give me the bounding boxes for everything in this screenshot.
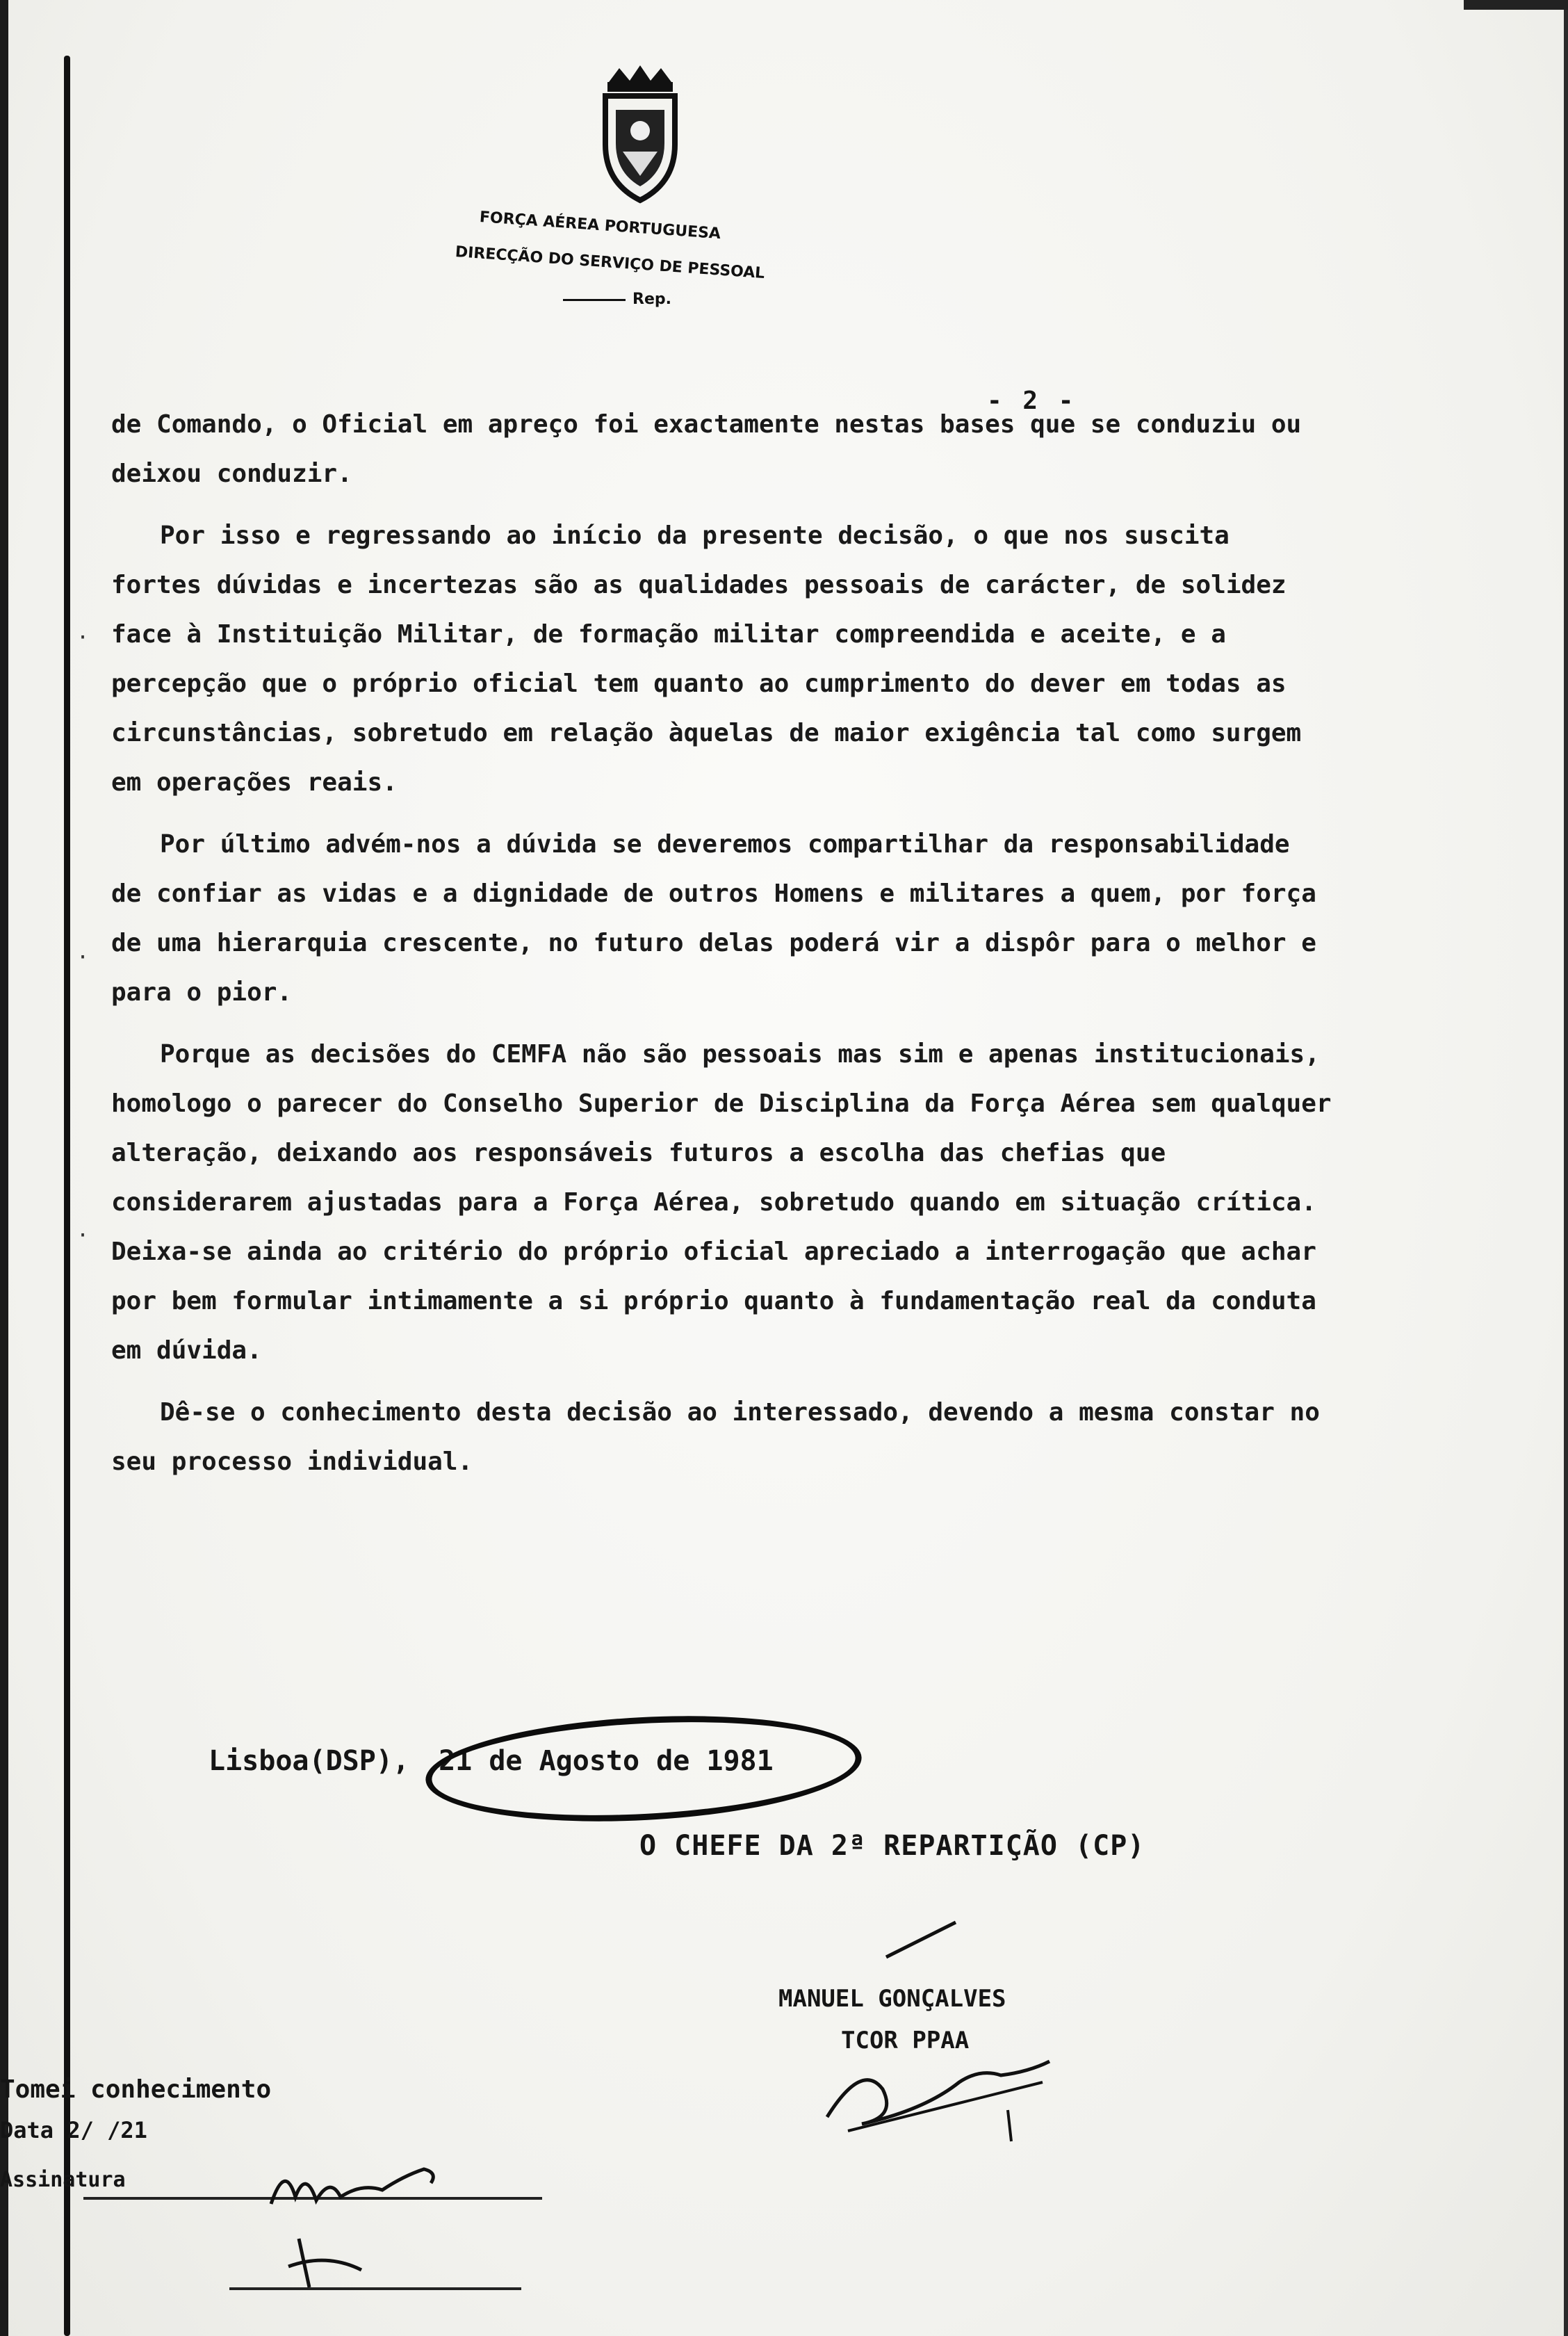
ack-handwritten-signature — [264, 2148, 487, 2218]
scan-edge-left — [0, 0, 8, 2336]
handwritten-signature — [820, 2034, 1056, 2145]
binder-line — [64, 56, 70, 2336]
page-number: - 2 - — [987, 387, 1077, 415]
ack-heading: Tomei conhecimento — [0, 2075, 272, 2104]
ack-date: Data 2/ /21 — [0, 2117, 147, 2143]
ack-signature-label: Assinatura — [0, 2168, 126, 2192]
scan-mark — [1464, 0, 1568, 10]
letterhead-org: FORÇA AÉREA PORTUGUESA — [479, 209, 721, 243]
paragraph-3: Por último advém-nos a dúvida se deveremos compartilhar da responsabilidade de confiar as vidas e a dignidade de outros Homens e militares a quem, por força de uma hierarquia crescente, no futuro delas poderá vir a dispôr para o melhor e para o pior. — [111, 830, 1332, 1007]
signature-stroke — [883, 1919, 959, 1961]
paragraph-2: Por isso e regressando ao início da presente decisão, o que nos suscita fortes dúvidas e incertezas são as qualidades pessoais de carácter, de solidez face à Instituição Militar, de formação militar compreendida e aceite, e a percepção que o próprio oficial tem quanto ao cumprimento do dever em todas as circunstâncias, sobretudo em relação àquelas de maior exigência tal como surgem em operações reais. — [111, 521, 1316, 797]
paragraph-5: Dê-se o conhecimento desta decisão ao interessado, devendo a mesma constar no seu processo individual. — [111, 1398, 1335, 1476]
date: 21 de Agosto de 1981 — [439, 1745, 774, 1777]
margin-dots: · — [76, 946, 90, 970]
decision-body — [111, 400, 1347, 1499]
margin-dots: · — [76, 1224, 90, 1248]
office-title: O CHEFE DA 2ª REPARTIÇÃO (CP) — [639, 1830, 1145, 1862]
date-circle-mark — [423, 1706, 865, 1832]
ack-initials — [285, 2232, 368, 2294]
letterhead-directorate: DIRECÇÃO DO SERVIÇO DE PESSOAL — [455, 243, 766, 283]
crest-emblem — [595, 61, 685, 207]
paragraph-4: Porque as decisões do CEMFA não são pessoais mas sim e apenas institucionais, homologo o parecer do Conselho Superior de Disciplina da Força Aérea sem qualquer alteração, deixando aos responsáveis futuros a escolha das chefias que considerarem ajustadas para a Força Aérea, sobretudo quando em situação crítica. Deixa-se ainda ao critério do próprio oficial apreciado a interrogação que achar por bem formular intimamente a si próprio quanto à fundamentação real da conduta em dúvida. — [111, 1040, 1347, 1365]
signatory-name: MANUEL GONÇALVES — [778, 1985, 1006, 2013]
ack-underline — [229, 2287, 521, 2290]
place: Lisboa(DSP), — [209, 1745, 409, 1777]
signatory-rank: TCOR PPAA — [841, 2027, 970, 2054]
margin-dots: · — [76, 626, 90, 650]
paragraph-1: de Comando, o Oficial em apreço foi exactamente nestas bases que se conduziu ou deixou conduzir. — [111, 410, 1316, 488]
letterhead-section: Rep. — [563, 291, 671, 308]
scan-edge-right — [1564, 0, 1568, 2336]
